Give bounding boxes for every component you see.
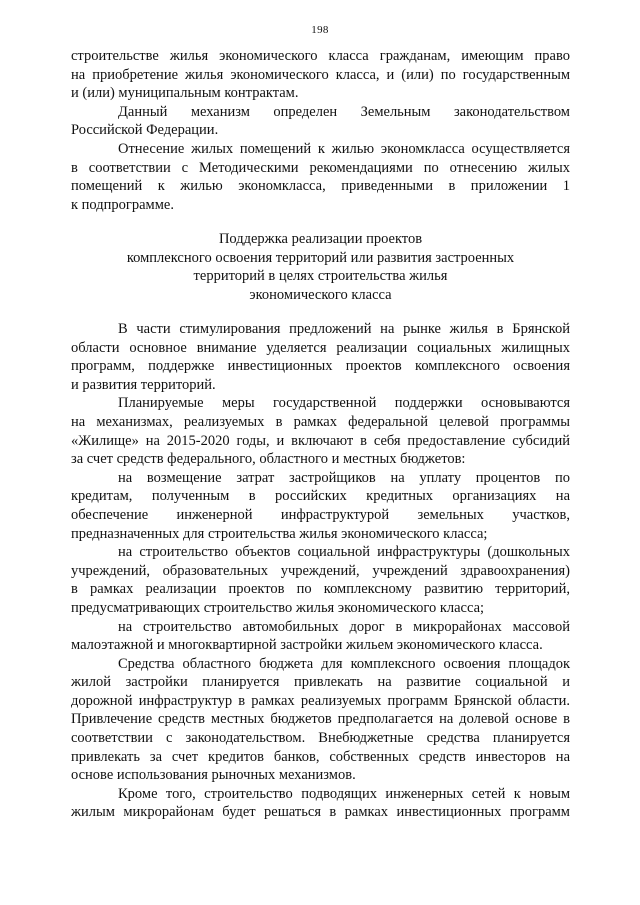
text-line: Российской Федерации.: [71, 122, 219, 139]
text-line: дорожной инфраструктур в рамках реализуемых программ Брянской области.: [71, 692, 570, 709]
text-line: Кроме того, строительство подводящих инженерных сетей к новым: [118, 785, 570, 802]
text-line: на возмещение затрат застройщиков на уплату процентов по: [118, 469, 570, 486]
text-line: Привлечение средств местных бюджетов предполагается на долевой основе в: [71, 711, 570, 728]
section-heading: [71, 230, 570, 304]
text-line: Отнесение жилых помещений к жилью экономкласса осуществляется: [118, 140, 570, 157]
text-line: программ, поддержке инвестиционных проектов комплексного освоения: [71, 358, 570, 375]
text-line: предусматривающих строительство жилья экономического класса;: [71, 599, 485, 616]
intro-text-block: [71, 47, 570, 214]
text-line: в соответствии с Методическими рекомендациями по отнесению жилых: [71, 159, 570, 176]
text-line: учреждений, образовательных учреждений, учреждений здравоохранения): [71, 562, 570, 579]
text-line: за счет средств федерального, областного и местных бюджетов:: [71, 451, 466, 468]
text-line: области основное внимание уделяется реализации социальных жилищных: [71, 339, 570, 356]
heading-line: территорий в целях строительства жилья: [193, 268, 448, 285]
text-line: Планируемые меры государственной поддержки основываются: [118, 395, 570, 412]
text-line: на механизмах, реализуемых в рамках федеральной целевой программы: [71, 413, 570, 430]
text-line: на строительство объектов социальной инфраструктуры (дошкольных: [118, 544, 570, 561]
heading-line: экономического класса: [249, 286, 392, 303]
text-line: «Жилище» на 2015-2020 годы, и включают в себя предоставление субсидий: [71, 432, 570, 449]
heading-line: Поддержка реализации проектов: [218, 231, 423, 247]
text-line: к подпрограмме.: [71, 196, 174, 213]
text-line: В части стимулирования предложений на рынке жилья в Брянской: [118, 321, 570, 337]
text-line: малоэтажной и многоквартирной застройки жильем экономического класса.: [71, 637, 543, 654]
text-line: и (или) муниципальным контрактам.: [71, 85, 299, 102]
text-line: Средства областного бюджета для комплексного освоения площадок: [118, 655, 570, 672]
text-line: Данный механизм определен Земельным законодательством: [118, 103, 570, 120]
text-line: обеспечение инженерной инфраструктурой земельных участков,: [71, 506, 570, 523]
text-line: привлекать за счет кредитов банков, собственных средств инвесторов на: [71, 748, 570, 765]
page-number: 198: [311, 24, 329, 36]
heading-line: комплексного освоения территорий или развития застроенных: [126, 249, 515, 266]
text-line: предназначенных для строительства жилья экономического класса;: [71, 525, 488, 542]
text-line: строительстве жилья экономического класса гражданам, имеющим право: [71, 48, 570, 64]
main-text-block: [71, 320, 570, 822]
text-line: на строительство автомобильных дорог в микрорайонах массовой: [118, 618, 570, 635]
text-line: жилым микрорайонам будет решаться в рамках инвестиционных программ: [71, 804, 570, 821]
text-line: соответствии с законодательством. Внебюджетные средства планируется: [71, 730, 570, 747]
text-line: в рамках реализации проектов по комплексному развитию территорий,: [71, 581, 570, 598]
text-line: и развития территорий.: [71, 376, 216, 393]
text-line: кредитам, полученным в российских кредитных организациях на: [71, 488, 570, 505]
text-line: основе использования рыночных механизмов.: [71, 767, 356, 784]
text-line: жилой застройки планируется привлекать на развитие социальной и: [71, 674, 570, 691]
text-line: на приобретение жилья экономического класса, и (или) по государственным: [71, 66, 570, 83]
text-line: помещений к жилью экономкласса, приведенными в приложении 1: [71, 178, 570, 195]
